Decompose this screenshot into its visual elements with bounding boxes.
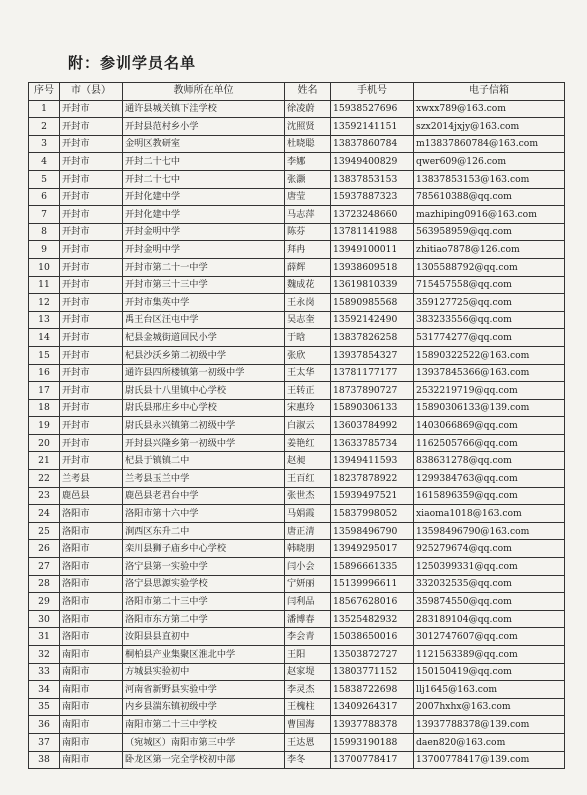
phone-cell: 13949295017 xyxy=(331,540,414,558)
name-cell: 韩晓朋 xyxy=(285,540,331,558)
city-cell: 开封市 xyxy=(60,153,123,171)
city-cell: 开封市 xyxy=(60,346,123,364)
teacher-unit-cell: 尉氏县十八里镇中心学校 xyxy=(123,382,285,400)
teacher-unit-cell: 河南省新野县实验中学 xyxy=(123,681,285,699)
city-cell: 兰考县 xyxy=(60,470,123,488)
name-cell: 杜晓聪 xyxy=(285,135,331,153)
name-cell: 马志萍 xyxy=(285,206,331,224)
email-cell: 15890306133@139.com xyxy=(414,399,565,417)
city-cell: 开封市 xyxy=(60,170,123,188)
teacher-unit-cell: 涧西区东升二中 xyxy=(123,522,285,540)
email-cell: 150150419@qq.com xyxy=(414,663,565,681)
teacher-unit-cell: 开封化建中学 xyxy=(123,188,285,206)
teacher-unit-cell: 杞县沙沃乡第二初级中学 xyxy=(123,346,285,364)
email-cell: 1305588792@qq.com xyxy=(414,258,565,276)
table-row xyxy=(29,558,565,576)
table-row xyxy=(29,311,565,329)
name-cell: 李冬 xyxy=(285,751,331,769)
name-cell: 徐凌蔚 xyxy=(285,100,331,118)
table-row xyxy=(29,751,565,769)
table-row xyxy=(29,382,565,400)
city-cell: 开封市 xyxy=(60,188,123,206)
phone-cell: 13603784992 xyxy=(331,417,414,435)
teacher-unit-cell: 开封金明中学 xyxy=(123,223,285,241)
phone-cell: 13633785734 xyxy=(331,434,414,452)
name-cell: 王百红 xyxy=(285,470,331,488)
serial-number-cell: 34 xyxy=(29,681,60,699)
phone-cell: 15938527696 xyxy=(331,100,414,118)
serial-number-cell: 29 xyxy=(29,593,60,611)
table-row xyxy=(29,241,565,259)
teacher-unit-cell: 禹王台区汪屯中学 xyxy=(123,311,285,329)
email-cell: m13837860784@163.com xyxy=(414,135,565,153)
teacher-unit-cell: 开封金明中学 xyxy=(123,241,285,259)
email-cell: xwxx789@163.com xyxy=(414,100,565,118)
teacher-unit-cell: 尉氏县邢庄乡中心学校 xyxy=(123,399,285,417)
serial-number-cell: 37 xyxy=(29,733,60,751)
table-row xyxy=(29,646,565,664)
table-row xyxy=(29,135,565,153)
table-row xyxy=(29,663,565,681)
email-cell: 13937845366@163.com xyxy=(414,364,565,382)
teacher-unit-cell: 杞县金城街道回民小学 xyxy=(123,329,285,347)
phone-cell: 15838722698 xyxy=(331,681,414,699)
header-teacher-unit: 教师所在单位 xyxy=(123,83,285,101)
serial-number-cell: 35 xyxy=(29,698,60,716)
serial-number-cell: 27 xyxy=(29,558,60,576)
table-row xyxy=(29,276,565,294)
name-cell: 宋惠玲 xyxy=(285,399,331,417)
table-row xyxy=(29,681,565,699)
city-cell: 南阳市 xyxy=(60,751,123,769)
email-cell: llj1645@163.com xyxy=(414,681,565,699)
phone-cell: 13525482932 xyxy=(331,610,414,628)
name-cell: 马娟霞 xyxy=(285,505,331,523)
phone-cell: 13949411593 xyxy=(331,452,414,470)
serial-number-cell: 10 xyxy=(29,258,60,276)
teacher-unit-cell: 鹿邑县老君台中学 xyxy=(123,487,285,505)
table-row xyxy=(29,434,565,452)
teacher-unit-cell: 开封市第二十一中学 xyxy=(123,258,285,276)
name-cell: 白淑云 xyxy=(285,417,331,435)
city-cell: 南阳市 xyxy=(60,646,123,664)
teacher-unit-cell: 洛阳市第二十三中学 xyxy=(123,593,285,611)
teacher-unit-cell: 洛阳市东方第二中学 xyxy=(123,610,285,628)
phone-cell: 13503872727 xyxy=(331,646,414,664)
serial-number-cell: 26 xyxy=(29,540,60,558)
name-cell: 沈照贤 xyxy=(285,118,331,136)
email-cell: 13837853153@163.com xyxy=(414,170,565,188)
email-cell: qwer609@126.com xyxy=(414,153,565,171)
serial-number-cell: 7 xyxy=(29,206,60,224)
header-phone: 手机号 xyxy=(331,83,414,101)
table-row xyxy=(29,628,565,646)
teacher-unit-cell: 杞县于镇镇二中 xyxy=(123,452,285,470)
city-cell: 开封市 xyxy=(60,258,123,276)
email-cell: 1250399331@qq.com xyxy=(414,558,565,576)
city-cell: 鹿邑县 xyxy=(60,487,123,505)
serial-number-cell: 22 xyxy=(29,470,60,488)
teacher-unit-cell: 兰考县玉兰中学 xyxy=(123,470,285,488)
email-cell: 1403066869@qq.com xyxy=(414,417,565,435)
teacher-unit-cell: 洛阳市第十六中学 xyxy=(123,505,285,523)
phone-cell: 15890306133 xyxy=(331,399,414,417)
city-cell: 开封市 xyxy=(60,294,123,312)
serial-number-cell: 18 xyxy=(29,399,60,417)
phone-cell: 13592141151 xyxy=(331,118,414,136)
phone-cell: 13837826258 xyxy=(331,329,414,347)
serial-number-cell: 19 xyxy=(29,417,60,435)
name-cell: 潘博春 xyxy=(285,610,331,628)
city-cell: 开封市 xyxy=(60,452,123,470)
name-cell: 赵家堤 xyxy=(285,663,331,681)
teacher-unit-cell: 桐柏县产业集聚区淮北中学 xyxy=(123,646,285,664)
phone-cell: 13837853153 xyxy=(331,170,414,188)
phone-cell: 13592142490 xyxy=(331,311,414,329)
table-row xyxy=(29,258,565,276)
name-cell: 李会青 xyxy=(285,628,331,646)
teacher-unit-cell: 开封县范村乡小学 xyxy=(123,118,285,136)
serial-number-cell: 24 xyxy=(29,505,60,523)
name-cell: 张灏 xyxy=(285,170,331,188)
table-row xyxy=(29,487,565,505)
city-cell: 开封市 xyxy=(60,434,123,452)
city-cell: 开封市 xyxy=(60,399,123,417)
email-cell: 283189104@qq.com xyxy=(414,610,565,628)
city-cell: 开封市 xyxy=(60,223,123,241)
name-cell: 薛辉 xyxy=(285,258,331,276)
email-cell: 1162505766@qq.com xyxy=(414,434,565,452)
teacher-unit-cell: 汝阳县县直初中 xyxy=(123,628,285,646)
teacher-unit-cell: （宛城区）南阳市第三中学 xyxy=(123,733,285,751)
serial-number-cell: 2 xyxy=(29,118,60,136)
table-body xyxy=(29,100,565,769)
table-row xyxy=(29,610,565,628)
city-cell: 开封市 xyxy=(60,364,123,382)
teacher-unit-cell: 开封化建中学 xyxy=(123,206,285,224)
serial-number-cell: 23 xyxy=(29,487,60,505)
table-row xyxy=(29,716,565,734)
header-name: 姓名 xyxy=(285,83,331,101)
city-cell: 开封市 xyxy=(60,241,123,259)
serial-number-cell: 16 xyxy=(29,364,60,382)
name-cell: 赵昶 xyxy=(285,452,331,470)
trainee-roster-table xyxy=(28,82,565,769)
teacher-unit-cell: 内乡县湍东镇初级中学 xyxy=(123,698,285,716)
email-cell: 925279674@qq.com xyxy=(414,540,565,558)
phone-cell: 15939497521 xyxy=(331,487,414,505)
teacher-unit-cell: 通许县四所楼镇第一初级中学 xyxy=(123,364,285,382)
email-cell: 359127725@qq.com xyxy=(414,294,565,312)
name-cell: 吴志奎 xyxy=(285,311,331,329)
phone-cell: 13938609518 xyxy=(331,258,414,276)
serial-number-cell: 31 xyxy=(29,628,60,646)
phone-cell: 15038650016 xyxy=(331,628,414,646)
table-row xyxy=(29,399,565,417)
email-cell: 359874550@qq.com xyxy=(414,593,565,611)
city-cell: 开封市 xyxy=(60,135,123,153)
teacher-unit-cell: 南阳市第二十三中学校 xyxy=(123,716,285,734)
city-cell: 洛阳市 xyxy=(60,610,123,628)
name-cell: 王阳 xyxy=(285,646,331,664)
serial-number-cell: 5 xyxy=(29,170,60,188)
city-cell: 开封市 xyxy=(60,382,123,400)
serial-number-cell: 15 xyxy=(29,346,60,364)
email-cell: xiaoma1018@163.com xyxy=(414,505,565,523)
name-cell: 姜艳红 xyxy=(285,434,331,452)
name-cell: 王永岗 xyxy=(285,294,331,312)
phone-cell: 15890985568 xyxy=(331,294,414,312)
header-email: 电子信箱 xyxy=(414,83,565,101)
table-row xyxy=(29,223,565,241)
city-cell: 南阳市 xyxy=(60,733,123,751)
phone-cell: 15837998052 xyxy=(331,505,414,523)
email-cell: szx2014jxjy@163.com xyxy=(414,118,565,136)
name-cell: 拜冉 xyxy=(285,241,331,259)
teacher-unit-cell: 开封二十七中 xyxy=(123,153,285,171)
serial-number-cell: 17 xyxy=(29,382,60,400)
name-cell: 魏成花 xyxy=(285,276,331,294)
table-row xyxy=(29,505,565,523)
table-row xyxy=(29,698,565,716)
city-cell: 洛阳市 xyxy=(60,522,123,540)
city-cell: 洛阳市 xyxy=(60,558,123,576)
city-cell: 开封市 xyxy=(60,311,123,329)
table-row xyxy=(29,100,565,118)
name-cell: 王转正 xyxy=(285,382,331,400)
serial-number-cell: 8 xyxy=(29,223,60,241)
table-row xyxy=(29,206,565,224)
name-cell: 张世杰 xyxy=(285,487,331,505)
email-cell: 3012747607@qq.com xyxy=(414,628,565,646)
table-row xyxy=(29,364,565,382)
phone-cell: 13723248660 xyxy=(331,206,414,224)
header-serial-number: 序号 xyxy=(29,83,60,101)
header-city-county: 市（县） xyxy=(60,83,123,101)
email-cell: mazhiping0916@163.com xyxy=(414,206,565,224)
name-cell: 张欣 xyxy=(285,346,331,364)
table-row xyxy=(29,452,565,470)
serial-number-cell: 3 xyxy=(29,135,60,153)
email-cell: 1299384763@qq.com xyxy=(414,470,565,488)
serial-number-cell: 14 xyxy=(29,329,60,347)
phone-cell: 13619810339 xyxy=(331,276,414,294)
email-cell: 838631278@qq.com xyxy=(414,452,565,470)
email-cell: 13598496790@163.com xyxy=(414,522,565,540)
serial-number-cell: 4 xyxy=(29,153,60,171)
table-row xyxy=(29,733,565,751)
table-row xyxy=(29,575,565,593)
name-cell: 闫利品 xyxy=(285,593,331,611)
phone-cell: 13781177177 xyxy=(331,364,414,382)
city-cell: 南阳市 xyxy=(60,681,123,699)
city-cell: 开封市 xyxy=(60,100,123,118)
name-cell: 王达恩 xyxy=(285,733,331,751)
city-cell: 洛阳市 xyxy=(60,505,123,523)
phone-cell: 13781141988 xyxy=(331,223,414,241)
email-cell: 13937788378@139.com xyxy=(414,716,565,734)
name-cell: 陈芬 xyxy=(285,223,331,241)
table-row xyxy=(29,593,565,611)
name-cell: 李灵杰 xyxy=(285,681,331,699)
name-cell: 唐莹 xyxy=(285,188,331,206)
phone-cell: 13949100011 xyxy=(331,241,414,259)
city-cell: 开封市 xyxy=(60,118,123,136)
serial-number-cell: 20 xyxy=(29,434,60,452)
table-row xyxy=(29,170,565,188)
phone-cell: 18237878922 xyxy=(331,470,414,488)
phone-cell: 13700778417 xyxy=(331,751,414,769)
serial-number-cell: 25 xyxy=(29,522,60,540)
city-cell: 南阳市 xyxy=(60,698,123,716)
phone-cell: 13949400829 xyxy=(331,153,414,171)
email-cell: 2532219719@qq.com xyxy=(414,382,565,400)
table-row xyxy=(29,522,565,540)
serial-number-cell: 32 xyxy=(29,646,60,664)
phone-cell: 13837860784 xyxy=(331,135,414,153)
email-cell: 785610388@qq.com xyxy=(414,188,565,206)
phone-cell: 15139996611 xyxy=(331,575,414,593)
serial-number-cell: 13 xyxy=(29,311,60,329)
email-cell: zhitiao7878@126.com xyxy=(414,241,565,259)
phone-cell: 15993190188 xyxy=(331,733,414,751)
email-cell: 2007hxhx@163.com xyxy=(414,698,565,716)
serial-number-cell: 28 xyxy=(29,575,60,593)
teacher-unit-cell: 开封县兴隆乡第一初级中学 xyxy=(123,434,285,452)
city-cell: 洛阳市 xyxy=(60,540,123,558)
phone-cell: 18567628016 xyxy=(331,593,414,611)
phone-cell: 15937887323 xyxy=(331,188,414,206)
phone-cell: 15896661335 xyxy=(331,558,414,576)
table-row xyxy=(29,188,565,206)
email-cell: 332032535@qq.com xyxy=(414,575,565,593)
teacher-unit-cell: 尉氏县永兴镇第二初级中学 xyxy=(123,417,285,435)
table-row xyxy=(29,118,565,136)
city-cell: 开封市 xyxy=(60,329,123,347)
serial-number-cell: 33 xyxy=(29,663,60,681)
email-cell: 13700778417@139.com xyxy=(414,751,565,769)
table-row xyxy=(29,346,565,364)
email-cell: 1615896359@qq.com xyxy=(414,487,565,505)
phone-cell: 13598496790 xyxy=(331,522,414,540)
table-row xyxy=(29,294,565,312)
table-row xyxy=(29,417,565,435)
phone-cell: 13937788378 xyxy=(331,716,414,734)
city-cell: 开封市 xyxy=(60,276,123,294)
email-cell: 383233556@qq.com xyxy=(414,311,565,329)
serial-number-cell: 11 xyxy=(29,276,60,294)
email-cell: 563958959@qq.com xyxy=(414,223,565,241)
city-cell: 南阳市 xyxy=(60,716,123,734)
name-cell: 王槐柱 xyxy=(285,698,331,716)
teacher-unit-cell: 卧龙区第一完全学校初中部 xyxy=(123,751,285,769)
name-cell: 闫小会 xyxy=(285,558,331,576)
teacher-unit-cell: 栾川县狮子庙乡中心学校 xyxy=(123,540,285,558)
teacher-unit-cell: 开封二十七中 xyxy=(123,170,285,188)
teacher-unit-cell: 金明区教研室 xyxy=(123,135,285,153)
city-cell: 南阳市 xyxy=(60,663,123,681)
name-cell: 曹国海 xyxy=(285,716,331,734)
city-cell: 洛阳市 xyxy=(60,575,123,593)
teacher-unit-cell: 开封市第三十三中学 xyxy=(123,276,285,294)
teacher-unit-cell: 开封市集英中学 xyxy=(123,294,285,312)
serial-number-cell: 36 xyxy=(29,716,60,734)
serial-number-cell: 6 xyxy=(29,188,60,206)
email-cell: 15890322522@163.com xyxy=(414,346,565,364)
phone-cell: 13409264317 xyxy=(331,698,414,716)
teacher-unit-cell: 洛宁县第一实验中学 xyxy=(123,558,285,576)
serial-number-cell: 30 xyxy=(29,610,60,628)
serial-number-cell: 1 xyxy=(29,100,60,118)
name-cell: 李娜 xyxy=(285,153,331,171)
name-cell: 宁妍丽 xyxy=(285,575,331,593)
city-cell: 洛阳市 xyxy=(60,628,123,646)
table-header-row xyxy=(29,83,565,101)
phone-cell: 18737890727 xyxy=(331,382,414,400)
email-cell: 1121563389@qq.com xyxy=(414,646,565,664)
name-cell: 于晗 xyxy=(285,329,331,347)
name-cell: 王太华 xyxy=(285,364,331,382)
serial-number-cell: 12 xyxy=(29,294,60,312)
email-cell: daen820@163.com xyxy=(414,733,565,751)
table-row xyxy=(29,329,565,347)
phone-cell: 13803771152 xyxy=(331,663,414,681)
city-cell: 洛阳市 xyxy=(60,593,123,611)
city-cell: 开封市 xyxy=(60,417,123,435)
city-cell: 开封市 xyxy=(60,206,123,224)
email-cell: 531774277@qq.com xyxy=(414,329,565,347)
table-row xyxy=(29,153,565,171)
serial-number-cell: 21 xyxy=(29,452,60,470)
serial-number-cell: 38 xyxy=(29,751,60,769)
table-row xyxy=(29,470,565,488)
phone-cell: 13937854327 xyxy=(331,346,414,364)
page-title: 附：参训学员名单 xyxy=(68,54,197,72)
email-cell: 715457558@qq.com xyxy=(414,276,565,294)
teacher-unit-cell: 通许县城关镇下洼学校 xyxy=(123,100,285,118)
name-cell: 唐正清 xyxy=(285,522,331,540)
table-row xyxy=(29,540,565,558)
teacher-unit-cell: 洛宁县思源实验学校 xyxy=(123,575,285,593)
serial-number-cell: 9 xyxy=(29,241,60,259)
teacher-unit-cell: 方城县实验初中 xyxy=(123,663,285,681)
